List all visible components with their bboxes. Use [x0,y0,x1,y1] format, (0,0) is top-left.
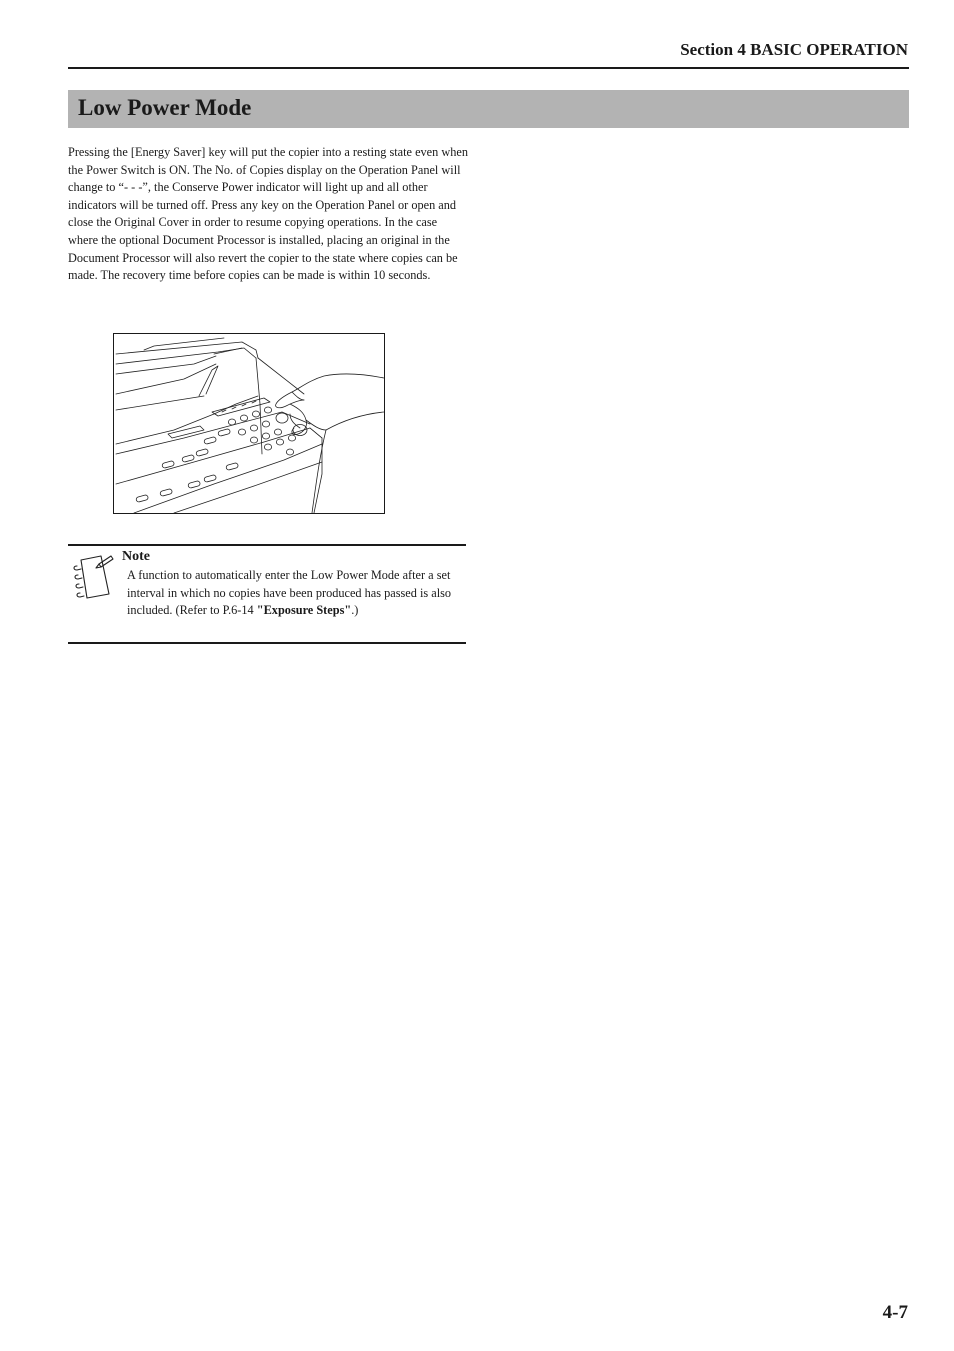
exposure-steps-reference: "Exposure Steps" [256,603,352,618]
notepad-pencil-icon [71,554,115,602]
note-text-end: .) [351,603,359,618]
copier-operation-panel-hand-illustration [113,333,385,514]
note-text-body: A function to automatically enter the Low Power Mode after a set interval in which no copies have been produced has passed is also included. (Refer to P.6-14 [127,568,452,618]
section-header: Section 4 BASIC OPERATION [680,40,908,59]
page-title: Low Power Mode [78,95,252,120]
note-text [127,567,463,620]
header-divider [68,67,909,69]
note-box [68,544,466,644]
body-paragraph: Pressing the [Energy Saver] key will put the copier into a resting state even when the Power Switch is ON. The No. of Copies display on the Operation Panel will change to “- - -”, the Conserve Power indicator will light up and all other indicators will be turned off. Press any key on the Operation Panel or open and close the Original Cover in order to resume copying operations. In the case where the optional Document Processor is installed, placing an original in the Document Processor will also revert the copier to the state where copies can be made. The recovery time before copies can be made is within 10 seconds. [68,145,468,283]
note-title: Note [122,549,150,564]
page-number: 4-7 [882,1302,908,1323]
title-banner [68,90,909,128]
